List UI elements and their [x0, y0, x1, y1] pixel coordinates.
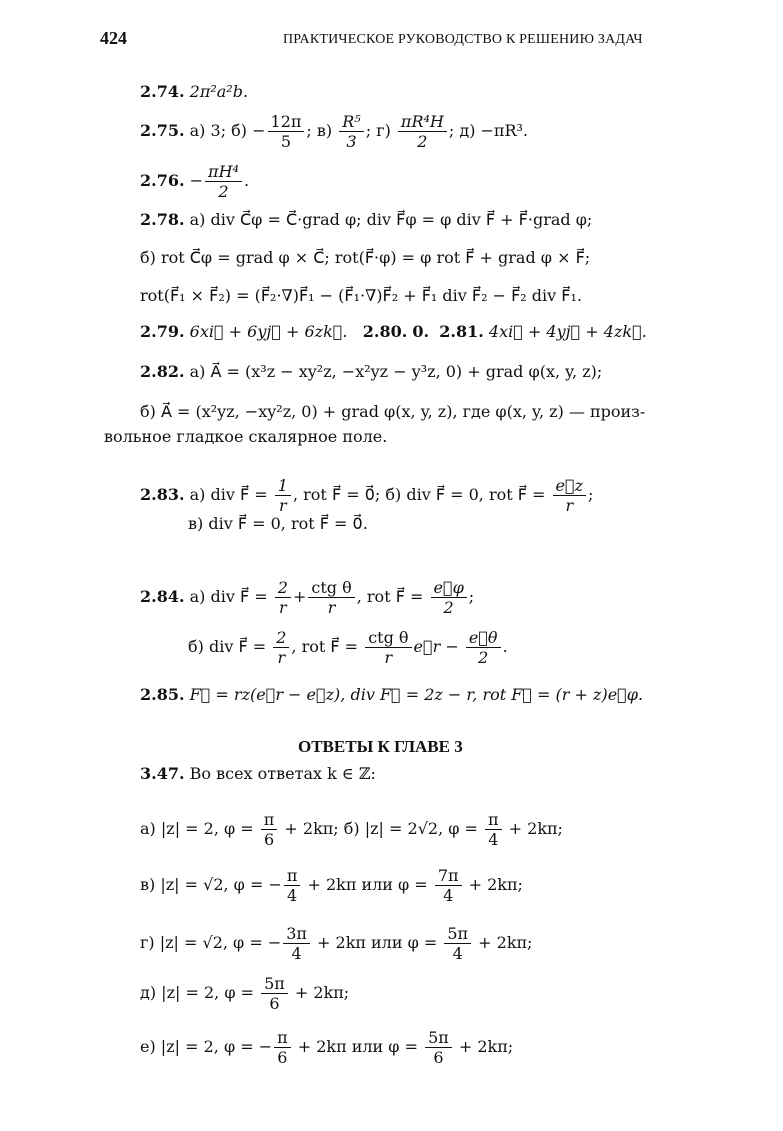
- numerator: ctg θ: [365, 628, 411, 648]
- answer-2-82-line2: б) A⃗ = (x²yz, −xy²z, 0) + grad φ(x, y, z), где φ(x, y, z) — произ-: [140, 402, 646, 421]
- fraction: [275, 476, 291, 515]
- separator: ;: [448, 121, 455, 140]
- denominator: 2: [478, 648, 489, 667]
- numerator: π: [485, 810, 502, 830]
- text: + 2kπ;: [294, 983, 350, 1002]
- answer-text: 6xi⃗ + 6yj⃗ + 6zk⃗.: [189, 322, 348, 341]
- fraction: [365, 628, 411, 667]
- numerator: 12π: [268, 112, 305, 132]
- text: + 2kπ;: [468, 875, 523, 894]
- answer-3-47-a-b: [140, 810, 563, 849]
- fraction: [273, 628, 289, 667]
- page-number: 424: [100, 28, 127, 48]
- numerator: 5π: [261, 974, 288, 994]
- numerator: 2: [275, 578, 291, 598]
- denominator: 4: [452, 944, 463, 963]
- fraction: [275, 578, 291, 617]
- fraction: [398, 112, 447, 151]
- numerator: R⁵: [339, 112, 363, 132]
- denominator: 6: [277, 1048, 288, 1067]
- numerator: 5π: [444, 924, 471, 944]
- text: , rot F⃗ = 0⃗; б) div F⃗ = 0, rot F⃗ =: [292, 485, 546, 504]
- answer-text: Во всех ответах k ∈ ℤ:: [189, 764, 376, 783]
- answer-number: 2.79.: [140, 322, 185, 341]
- denominator: 5: [280, 132, 292, 151]
- fraction: [466, 628, 501, 667]
- answer-text: F⃗ = rz(e⃗r − e⃗z), div F⃗ = 2z − r, rot F⃗ = (r + z)e⃗φ.: [189, 685, 644, 704]
- text: б) div F⃗ =: [188, 637, 267, 656]
- fraction: [553, 476, 587, 515]
- answers-2-79-to-2-81: [140, 322, 647, 342]
- text: д) |z| = 2, φ =: [140, 983, 255, 1002]
- answer-2-83-line2: в) div F⃗ = 0, rot F⃗ = 0⃗.: [188, 514, 368, 533]
- text: а) |z| = 2, φ =: [140, 819, 254, 838]
- answer-number: 2.74.: [140, 82, 185, 101]
- denominator: 2: [443, 598, 454, 617]
- answer-2-78-line1: [140, 210, 592, 230]
- answer-2-84-line1: [140, 578, 474, 617]
- plus-sign: +: [292, 587, 307, 606]
- answer-number: 2.81.: [439, 322, 484, 341]
- separator: ;: [468, 587, 475, 606]
- denominator: r: [565, 496, 574, 515]
- text: , rot F⃗ =: [356, 587, 424, 606]
- answer-text: 0.: [412, 322, 430, 341]
- answer-number: 2.85.: [140, 685, 185, 704]
- denominator: 3: [346, 132, 357, 151]
- answer-number: 2.84.: [140, 587, 185, 606]
- text: а) div F⃗ =: [189, 587, 268, 606]
- fraction: [308, 578, 354, 617]
- numerator: π: [261, 810, 278, 830]
- answer-number: 2.78.: [140, 210, 185, 229]
- period: .: [502, 637, 508, 656]
- part-d: д) −πR³.: [459, 121, 528, 140]
- denominator: 4: [488, 830, 499, 849]
- numerator: 2: [273, 628, 289, 648]
- text: + 2kπ;: [508, 819, 563, 838]
- text: а) div F⃗ =: [189, 485, 268, 504]
- text: e⃗r −: [413, 637, 459, 656]
- numerator: 7π: [435, 866, 462, 886]
- fraction: [425, 1028, 452, 1067]
- numerator: 5π: [425, 1028, 452, 1048]
- numerator: π: [284, 866, 301, 886]
- answer-2-76: [140, 162, 249, 201]
- minus-sign: −: [189, 171, 204, 190]
- denominator: 4: [291, 944, 302, 963]
- denominator: 2: [417, 132, 428, 151]
- fraction: [268, 112, 305, 151]
- answer-text: 4xi⃗ + 4yj⃗ + 4zk⃗.: [488, 322, 647, 341]
- answer-number: 2.82.: [140, 362, 185, 381]
- part-g-label: г): [376, 121, 391, 140]
- answer-text: а) A⃗ = (x³z − xy²z, −x²yz − y³z, 0) + grad φ(x, y, z);: [189, 362, 603, 381]
- answer-3-47-d: [140, 974, 349, 1013]
- denominator: r: [277, 648, 286, 667]
- fraction: [339, 112, 363, 151]
- numerator: πH⁴: [205, 162, 242, 182]
- numerator: 1: [275, 476, 291, 496]
- denominator: r: [279, 598, 287, 617]
- denominator: 6: [433, 1048, 444, 1067]
- numerator: e⃗φ: [431, 578, 467, 598]
- answer-number: 2.75.: [140, 121, 185, 140]
- text: + 2kπ;: [458, 1037, 514, 1056]
- answer-text: а) div C⃗φ = C⃗·grad φ; div F⃗φ = φ div F⃗ + F⃗·grad φ;: [189, 210, 593, 229]
- fraction: [444, 924, 471, 963]
- answer-2-82-line1: [140, 362, 602, 382]
- fraction: [284, 866, 301, 905]
- text: г) |z| = √2, φ = −: [140, 933, 282, 952]
- numerator: e⃗z: [553, 476, 587, 496]
- minus-sign: −: [252, 121, 266, 140]
- part-b-label: б): [231, 121, 248, 140]
- answer-3-47-e: [140, 1028, 513, 1067]
- text: + 2kπ;: [478, 933, 533, 952]
- answer-number: 3.47.: [140, 764, 185, 783]
- denominator: 4: [287, 886, 298, 905]
- text: е) |z| = 2, φ = −: [140, 1037, 273, 1056]
- text: + 2kπ или φ =: [317, 933, 438, 952]
- answer-3-47-g: [140, 924, 532, 963]
- fraction: [261, 974, 288, 1013]
- fraction: [431, 578, 467, 617]
- numerator: πR⁴H: [398, 112, 447, 132]
- fraction: [283, 924, 310, 963]
- answer-2-78-line2: б) rot C⃗φ = grad φ × C⃗; rot(F⃗·φ) = φ rot F⃗ + grad φ × F⃗;: [140, 248, 591, 267]
- text: + 2kπ; б) |z| = 2√2, φ =: [284, 819, 478, 838]
- numerator: e⃗θ: [466, 628, 501, 648]
- fraction: [205, 162, 242, 201]
- text: , rot F⃗ =: [291, 637, 359, 656]
- denominator: r: [384, 648, 393, 667]
- period: .: [243, 171, 250, 190]
- denominator: r: [327, 598, 336, 617]
- fraction: [485, 810, 502, 849]
- fraction: [435, 866, 462, 905]
- text: + 2kπ или φ =: [307, 875, 428, 894]
- separator: ;: [588, 485, 594, 504]
- answer-2-83-line1: [140, 476, 593, 515]
- answer-2-75: [140, 112, 528, 151]
- answer-number: 2.76.: [140, 171, 185, 190]
- denominator: r: [279, 496, 287, 515]
- numerator: ctg θ: [308, 578, 354, 598]
- answer-2-84-line2: [188, 628, 508, 667]
- text: + 2kπ или φ =: [297, 1037, 418, 1056]
- running-title: ПРАКТИЧЕСКОЕ РУКОВОДСТВО К РЕШЕНИЮ ЗАДАЧ: [283, 32, 643, 47]
- answer-2-82-line3: вольное гладкое скалярное поле.: [104, 427, 388, 446]
- answer-2-85: [140, 685, 643, 705]
- part-v-label: в): [316, 121, 333, 140]
- denominator: 6: [263, 830, 275, 849]
- denominator: 4: [443, 886, 454, 905]
- answer-number: 2.83.: [140, 485, 185, 504]
- answer-3-47-intro: [140, 764, 376, 784]
- part-a: а) 3;: [189, 121, 227, 140]
- answer-3-47-v: [140, 866, 523, 905]
- answer-text: 2π²a²b.: [189, 82, 249, 101]
- answer-2-74: [140, 82, 248, 102]
- answer-number: 2.80.: [362, 322, 408, 341]
- numerator: 3π: [283, 924, 310, 944]
- numerator: π: [274, 1028, 291, 1048]
- answer-2-78-line3: rot(F⃗₁ × F⃗₂) = (F⃗₂·∇)F⃗₁ − (F⃗₁·∇)F⃗₂ + F⃗₁ div F⃗₂ − F⃗₂ div F⃗₁.: [140, 286, 582, 305]
- section-title: ОТВЕТЫ К ГЛАВЕ 3: [298, 737, 463, 756]
- denominator: 6: [269, 994, 280, 1013]
- separator: ;: [365, 121, 372, 140]
- separator: ;: [306, 121, 312, 140]
- denominator: 2: [218, 182, 229, 201]
- text: в) |z| = √2, φ = −: [140, 875, 282, 894]
- fraction: [274, 1028, 291, 1067]
- fraction: [261, 810, 278, 849]
